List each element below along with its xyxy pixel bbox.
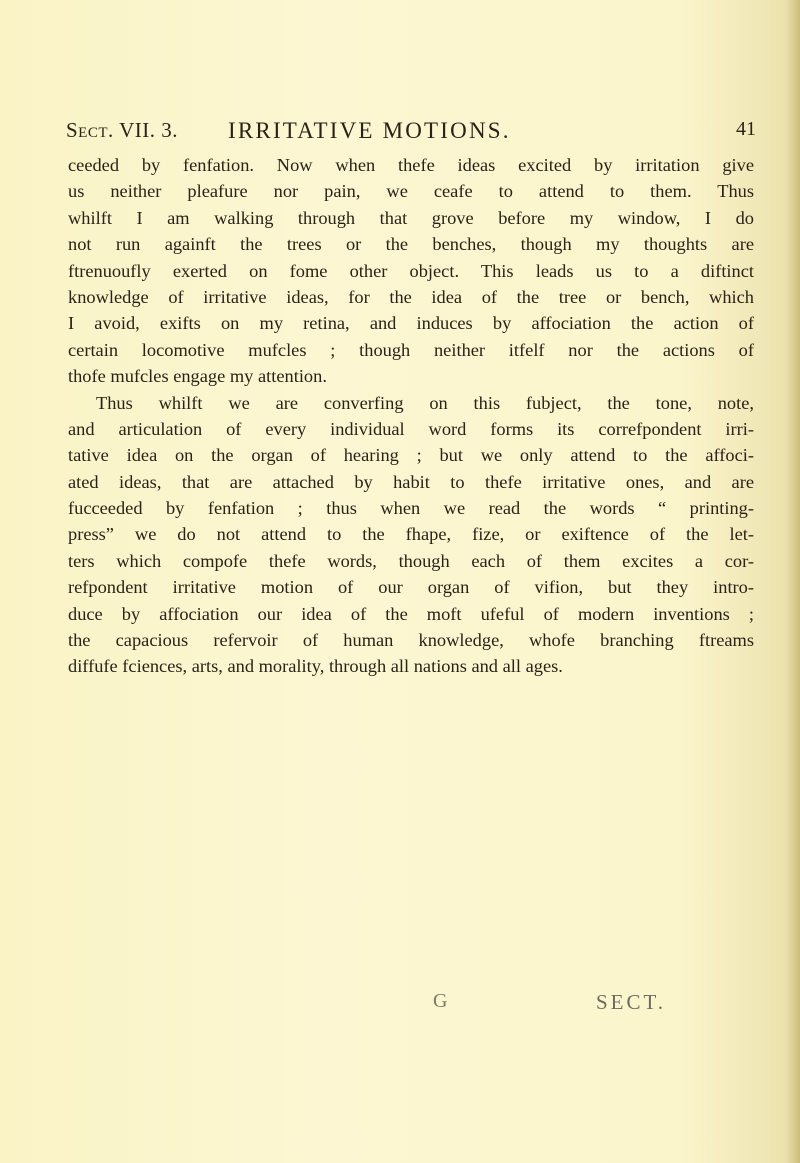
chapter-title: IRRITATIVE MOTIONS. [228,118,511,143]
text-line: the capacious refervoir of human knowledge, whofe branching ftreams [68,630,754,651]
text-line: knowledge of irritative ideas, for the idea of the tree or bench, which [68,286,754,307]
text-line: tative idea on the organ of hearing ; but we only attend to the affoci- [68,445,754,466]
text-line: press” we do not attend to the fhape, fize, or exiftence of the let- [68,524,754,545]
running-head [66,118,756,148]
text-line: ated ideas, that are attached by habit to thefe irritative ones, and are [68,471,754,492]
text-line: ceeded by fenfation. Now when thefe ideas excited by irritation give [68,155,754,175]
paragraph-start-line: Thus whilft we are converfing on this fubject, the tone, note, [96,392,754,413]
text-line: refpondent irritative motion of our organ of vifion, but they intro- [68,577,754,598]
body-text [68,152,754,680]
text-line: us neither pleafure nor pain, we ceafe to attend to them. Thus [68,181,754,202]
text-line: fucceeded by fenfation ; thus when we read the words “ printing- [68,498,754,519]
text-line: whilft I am walking through that grove before my window, I do [68,207,754,228]
text-line: not run againft the trees or the benches, though my thoughts are [68,234,754,255]
text-line: duce by affociation our idea of the moft ufeful of modern inventions ; [68,603,754,624]
paragraph-end-line: thofe mufcles engage my attention. [68,366,327,387]
page-number: 41 [736,118,756,140]
section-reference: Sect. VII. 3. [66,118,179,142]
text-line: and articulation of every individual word forms its correfpondent irri- [68,418,754,439]
catchword: SECT. [596,990,667,1014]
signature-mark: G [433,990,448,1012]
paragraph-end-line: diffufe fciences, arts, and morality, through all nations and all ages. [68,656,563,677]
text-line: ters which compofe thefe words, though each of them excites a cor- [68,550,754,571]
text-line: I avoid, exifts on my retina, and induces by affociation the action of [68,313,754,334]
page-edge-shadow [786,0,800,1163]
text-line: ftrenuoufly exerted on fome other object. This leads us to a diftinct [68,260,754,281]
text-line: certain locomotive mufcles ; though neither itfelf nor the actions of [68,339,754,360]
page-footer [0,990,800,1020]
